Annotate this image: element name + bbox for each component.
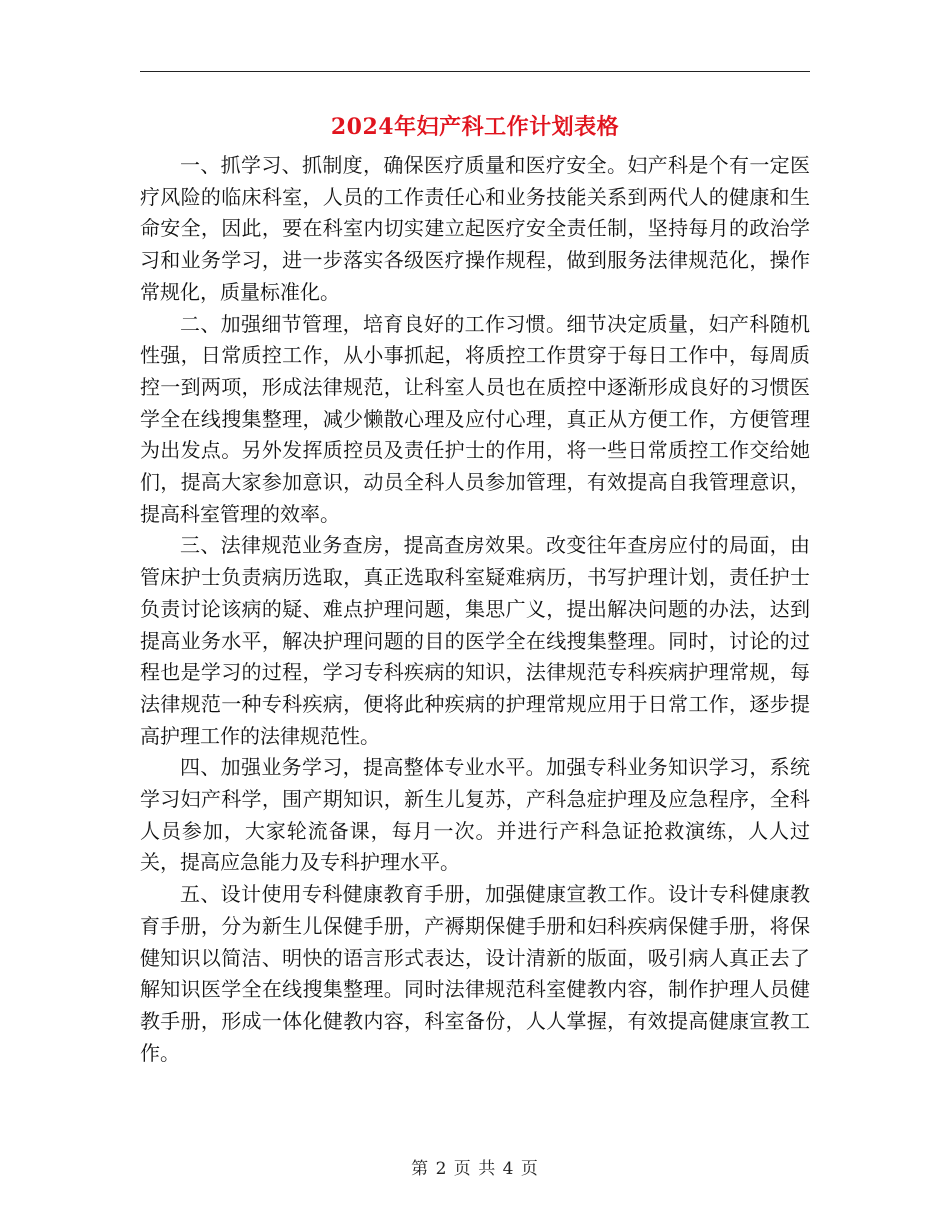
header-rule [140, 71, 810, 72]
paragraph-1: 一、抓学习、抓制度，确保医疗质量和医疗安全。妇产科是个有一定医疗风险的临床科室，人员的工作责任心和业务技能关系到两代人的健康和生命安全，因此，要在科室内切实建立起医疗安全责任制，坚持每月的政治学习和业务学习，进一步落实各级医疗操作规程，做到服务法律规范化，操作常规化，质量标准化。 [140, 153, 810, 304]
paragraph-3: 三、法律规范业务查房，提高查房效果。改变往年查房应付的局面，由管床护士负责病历选取，真正选取科室疑难病历，书写护理计划，责任护士负责讨论该病的疑、难点护理问题，集思广义，提出解决问题的办法，达到提高业务水平，解决护理问题的目的医学全在线搜集整理。同时，讨论的过程也是学习的过程，学习专科疾病的知识，法律规范专科疾病护理常规，每法律规范一种专科疾病，便将此种疾病的护理常规应用于日常工作，逐步提高护理工作的法律规范性。 [140, 533, 810, 748]
paragraph-4: 四、加强业务学习，提高整体专业水平。加强专科业务知识学习，系统学习妇产科学，围产期知识，新生儿复苏，产科急症护理及应急程序，全科人员参加，大家轮流备课，每月一次。并进行产科急证抢救演练，人人过关，提高应急能力及专科护理水平。 [140, 755, 810, 875]
document-body [140, 150, 810, 1069]
document-title: 2024年妇产科工作计划表格 [330, 114, 620, 140]
page-number: 第 2 页 共 4 页 [411, 1159, 539, 1179]
paragraph-5: 五、设计使用专科健康教育手册，加强健康宣教工作。设计专科健康教育手册，分为新生儿保健手册，产褥期保健手册和妇科疾病保健手册，将保健知识以简洁、明快的语言形式表达，设计清新的版面，吸引病人真正去了解知识医学全在线搜集整理。同时法律规范科室健教内容，制作护理人员健教手册，形成一体化健教内容，科室备份，人人掌握，有效提高健康宣教工作。 [140, 882, 810, 1065]
paragraph-2: 二、加强细节管理，培育良好的工作习惯。细节决定质量，妇产科随机性强，日常质控工作，从小事抓起，将质控工作贯穿于每日工作中，每周质控一到两项，形成法律规范，让科室人员也在质控中逐渐形成良好的习惯医学全在线搜集整理，减少懒散心理及应付心理，真正从方便工作，方便管理为出发点。另外发挥质控员及责任护士的作用，将一些日常质控工作交给她们，提高大家参加意识，动员全科人员参加管理，有效提高自我管理意识，提高科室管理的效率。 [140, 311, 810, 526]
